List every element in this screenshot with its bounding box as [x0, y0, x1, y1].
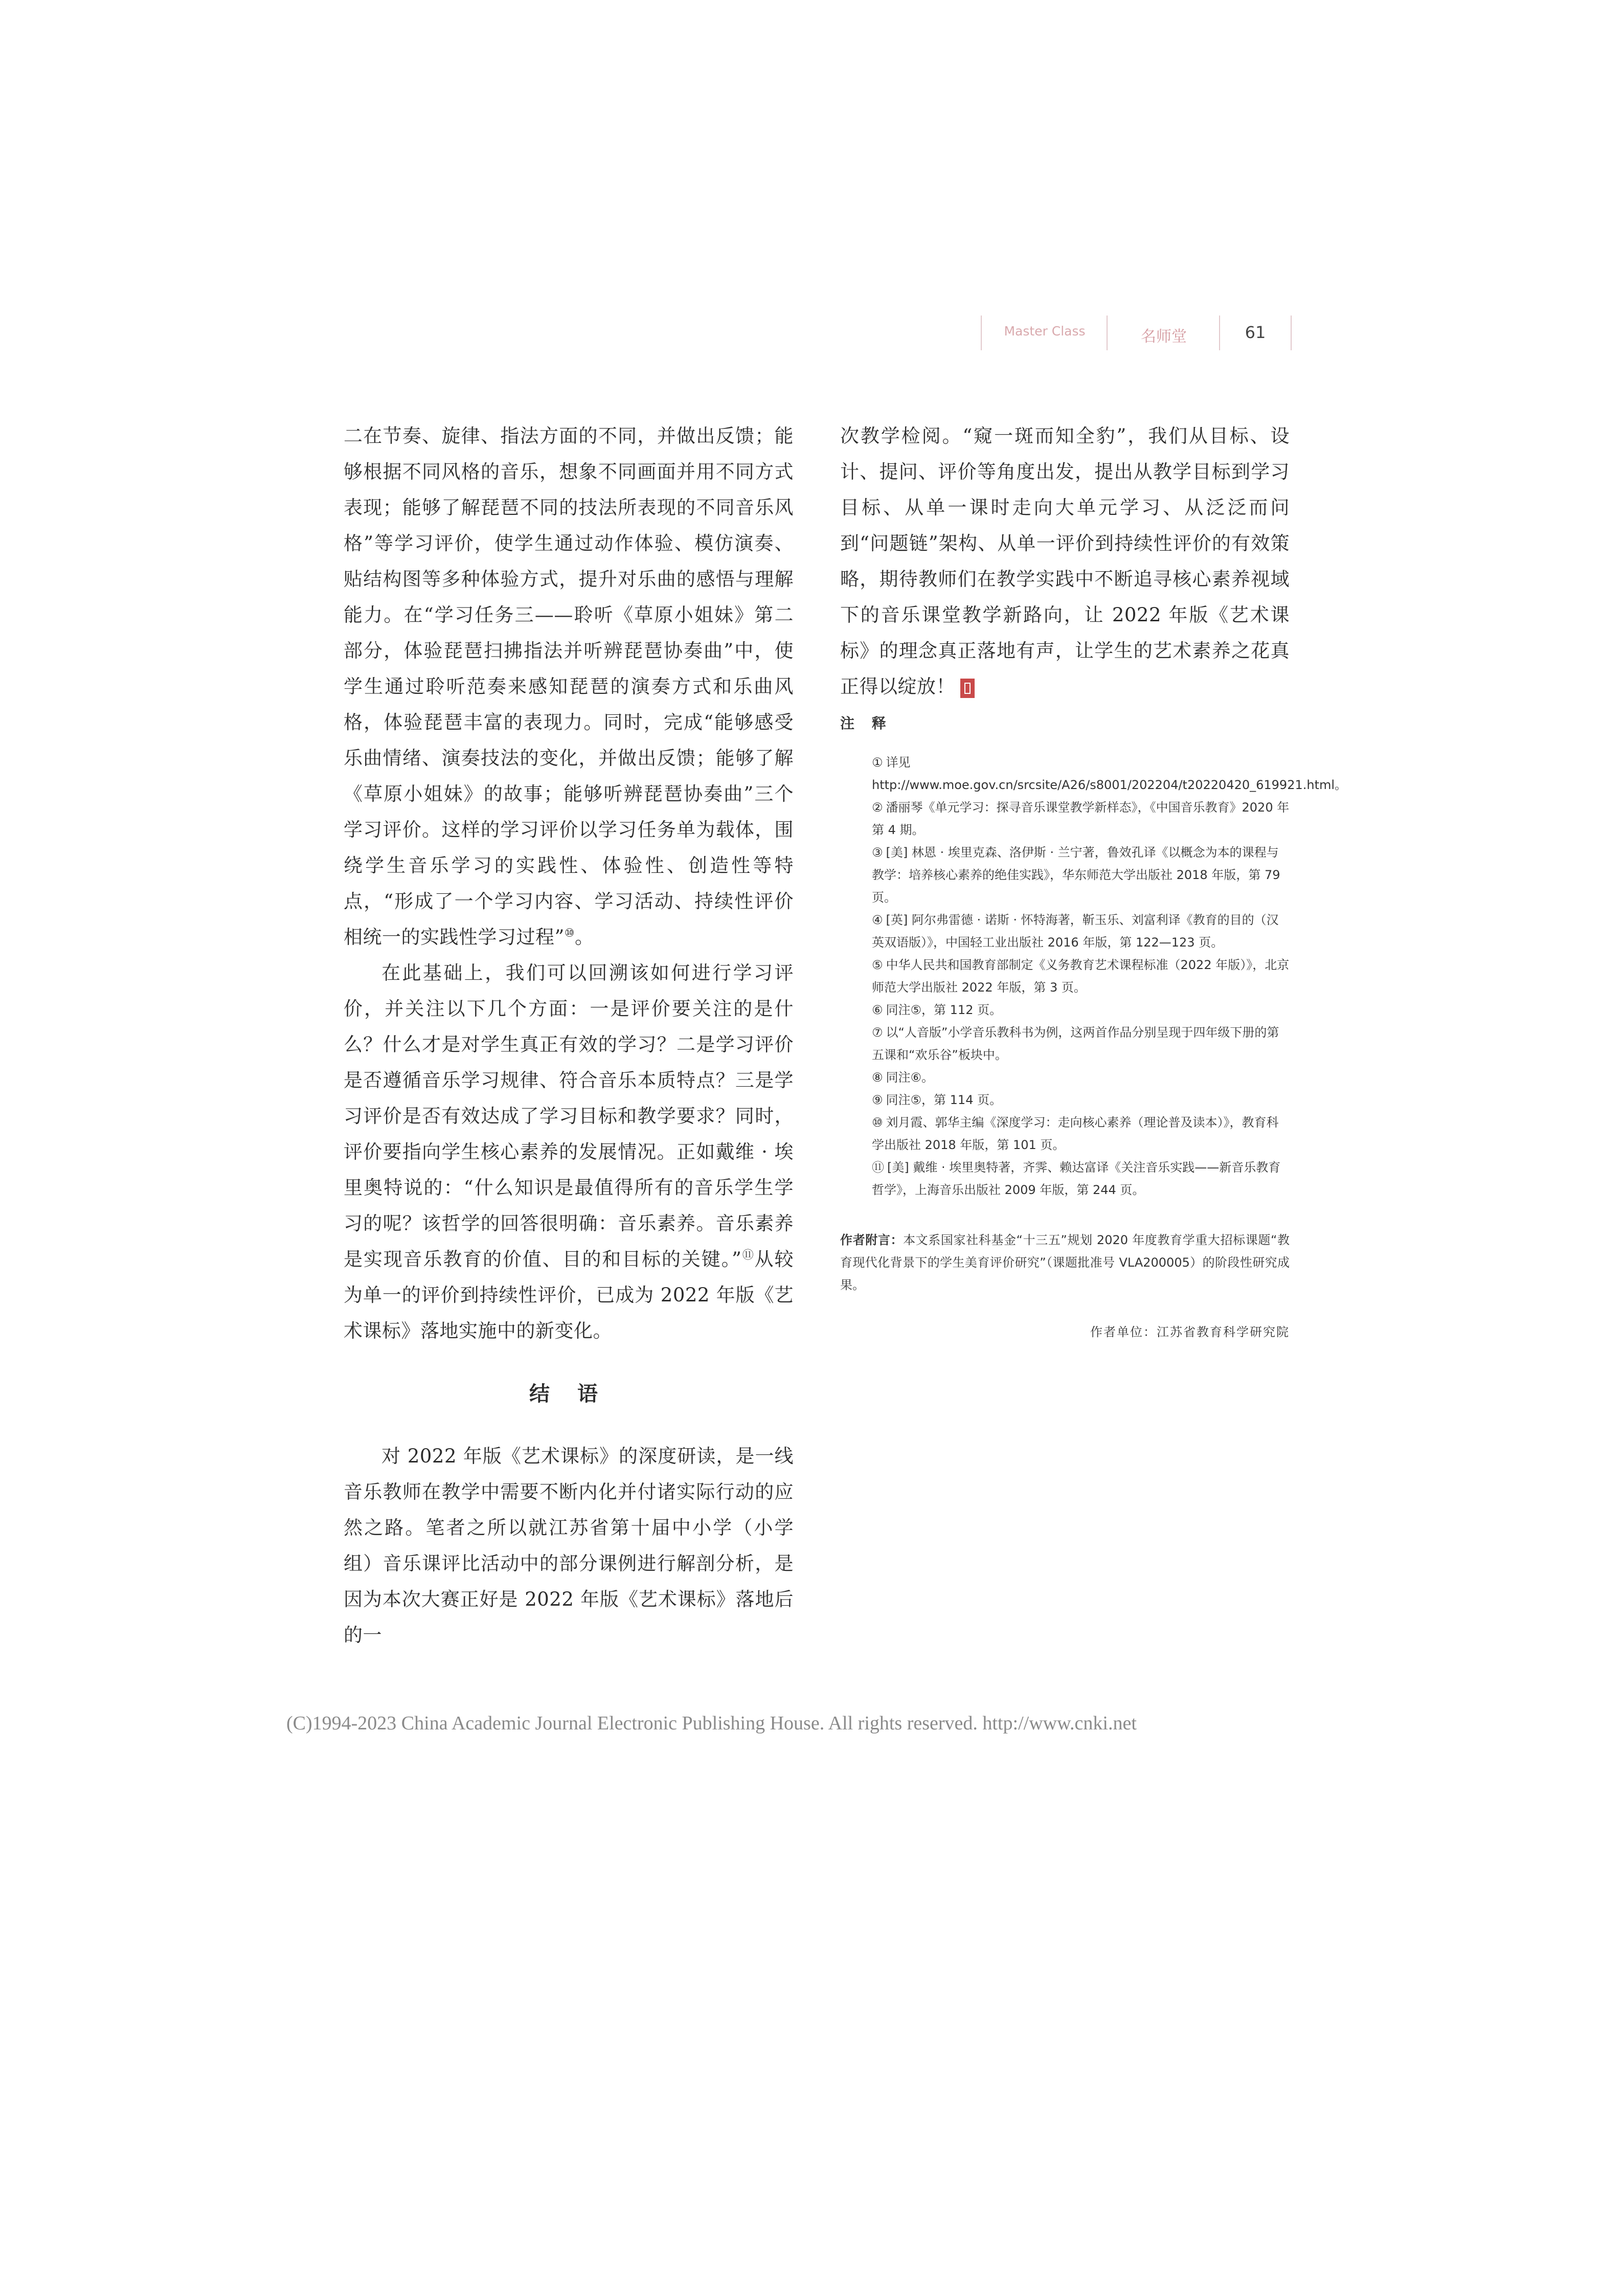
footnote-ref: ⑪ — [741, 1249, 755, 1262]
note-text: [美] 戴维 · 埃里奥特著，齐霁、赖达富译《关注音乐实践——新音乐教育哲学》，上海音乐出版社 2009 年版，第 244 页。 — [872, 1160, 1281, 1197]
note-item — [840, 1089, 1290, 1111]
note-mark: ① — [872, 755, 883, 770]
header-section-en — [981, 316, 1108, 350]
note-text: 详见 http://www.moe.gov.cn/srcsite/A26/s8001/202204/t20220420_619921.html。 — [872, 755, 1347, 792]
copyright-footer: (C)1994-2023 China Academic Journal Electronic Publishing House. All rights reserved. http://www.cnki.net — [286, 1713, 1137, 1734]
body-paragraph — [344, 1438, 794, 1653]
author-unit: 作者单位：江苏省教育科学研究院 — [1090, 1325, 1290, 1339]
note-item — [840, 909, 1290, 954]
note-mark: ⑨ — [872, 1093, 883, 1107]
note-text: 同注⑤，第 114 页。 — [886, 1093, 1002, 1107]
paragraph-text: 次教学检阅。“窥一斑而知全豹”，我们从目标、设计、提问、评价等角度出发，提出从教学目标到学习目标、从单一课时走向大单元学习、从泛泛而问到“问题链”架构、从单一评价到持续性评价的有效策略，期待教师们在教学实践中不断追寻核心素养视域下的音乐课堂教学新路向，让 2022 年版《艺术课标》的理念真正落地有声，让学生的艺术素养之花真正得以绽放！ — [840, 425, 1290, 697]
note-item — [840, 841, 1290, 909]
left-column — [344, 418, 794, 1653]
note-mark: ⑧ — [872, 1070, 883, 1085]
note-mark: ② — [872, 800, 883, 815]
note-mark: ⑤ — [872, 958, 883, 972]
paragraph-text: 。 — [575, 926, 594, 948]
note-mark: ③ — [872, 845, 883, 860]
header-section-en-text: Master Class — [1004, 324, 1086, 339]
paragraph-text: 二在节奏、旋律、指法方面的不同，并做出反馈；能够根据不同风格的音乐，想象不同画面并用不同方式表现；能够了解琵琶不同的技法所表现的不同音乐风格”等学习评价，使学生通过动作体验、模仿演奏、贴结构图等多种体验方式，提升对乐曲的感悟与理解能力。在“学习任务三——聆听《草原小姐妹》第二部分，体验琵琶扫拂指法并听辨琵琶协奏曲”中，使学生通过聆听范奏来感知琵琶的演奏方式和乐曲风格，体验琵琶丰富的表现力。同时，完成“能够感受乐曲情绪、演奏技法的变化，并做出反馈；能够了解《草原小姐妹》的故事；能够听辨琵琶协奏曲”三个学习评价。这样的学习评价以学习任务单为载体，围绕学生音乐学习的实践性、体验性、创造性等特点，“形成了一个学习内容、学习活动、持续性评价相统一的实践性学习过程” — [344, 425, 794, 948]
acknowledgement-text: 本文系国家社科基金“十三五”规划 2020 年度教育学重大招标课题“教育现代化背景下的学生美育评价研究”（课题批准号 VLA200005）的阶段性研究成果。 — [840, 1233, 1290, 1292]
note-text: [英] 阿尔弗雷德 · 诺斯 · 怀特海著，靳玉乐、刘富利译《教育的目的（汉英双语版）》，中国轻工业出版社 2016 年版，第 122—123 页。 — [872, 913, 1279, 950]
body-paragraph — [840, 418, 1290, 705]
note-mark: ⑦ — [872, 1025, 883, 1040]
note-mark: ⑥ — [872, 1003, 883, 1017]
note-mark: ⑩ — [872, 1115, 883, 1130]
body-paragraph — [344, 418, 794, 955]
page-number-text: 61 — [1245, 323, 1266, 342]
note-text: 中华人民共和国教育部制定《义务教育艺术课程标准（2022 年版）》，北京师范大学出版社 2022 年版，第 3 页。 — [872, 958, 1290, 995]
note-text: 潘丽琴《单元学习：探寻音乐课堂教学新样态》，《中国音乐教育》2020 年第 4 期。 — [872, 800, 1290, 837]
acknowledgement-label: 作者附言： — [840, 1233, 904, 1247]
note-item — [840, 954, 1290, 999]
note-mark: ⑪ — [872, 1160, 884, 1175]
note-item — [840, 796, 1290, 841]
body-paragraph — [344, 955, 794, 1349]
footnote-ref: ⑩ — [564, 927, 575, 940]
note-text: 同注⑤，第 112 页。 — [886, 1003, 1002, 1017]
paragraph-text: 在此基础上，我们可以回溯该如何进行学习评价，并关注以下几个方面：一是评价要关注的是什么？什么才是对学生真正有效的学习？二是学习评价是否遵循音乐学习规律、符合音乐本质特点？三是学习评价是否有效达成了学习目标和教学要求？同时，评价要指向学生核心素养的发展情况。正如戴维 · 埃里奥特说的：“什么知识是最值得所有的音乐学生学习的呢？该哲学的回答很明确：音乐素养。音乐素养是实现音乐教育的价值、目的和目标的关键。” — [344, 962, 794, 1270]
right-column — [840, 418, 1290, 705]
notes-section — [840, 712, 1347, 1340]
note-item — [840, 1111, 1290, 1156]
end-mark-icon — [960, 679, 975, 698]
note-text: 刘月霞、郭华主编《深度学习：走向核心素养（理论普及读本）》，教育科学出版社 2018 年版，第 101 页。 — [872, 1115, 1279, 1152]
note-item — [840, 999, 1290, 1021]
header-section-cn — [1107, 316, 1220, 350]
note-text: 以“人音版”小学音乐教科书为例，这两首作品分别呈现于四年级下册的第五课和“欢乐谷”板块中。 — [872, 1025, 1279, 1062]
note-item — [840, 1021, 1290, 1066]
page-number — [1219, 316, 1292, 350]
paragraph-text: 对 2022 年版《艺术课标》的深度研读，是一线音乐教师在教学中需要不断内化并付诸实际行动的应然之路。笔者之所以就江苏省第十届中小学（小学组）音乐课评比活动中的部分课例进行解剖分析，是因为本次大赛正好是 2022 年版《艺术课标》落地后的一 — [344, 1445, 794, 1646]
notes-list — [840, 751, 1347, 1201]
paragraph-text: 从较为单一的评价到持续性评价，已成为 2022 年版《艺术课标》落地实施中的新变化。 — [344, 1248, 794, 1342]
note-item — [840, 1156, 1290, 1201]
acknowledgement — [840, 1229, 1290, 1296]
notes-title: 注 释 — [840, 715, 892, 732]
section-title: 结 语 — [529, 1382, 608, 1406]
note-item — [840, 751, 1347, 796]
note-text: [美] 林恩 · 埃里克森、洛伊斯 · 兰宁著，鲁效孔译《以概念为本的课程与教学：培养核心素养的绝佳实践》，华东师范大学出版社 2018 年版，第 79 页。 — [872, 845, 1280, 905]
note-item — [840, 1066, 1290, 1089]
note-mark: ④ — [872, 913, 883, 927]
note-text: 同注⑥。 — [886, 1070, 934, 1085]
header-section-cn-text: 名师堂 — [1141, 328, 1187, 346]
